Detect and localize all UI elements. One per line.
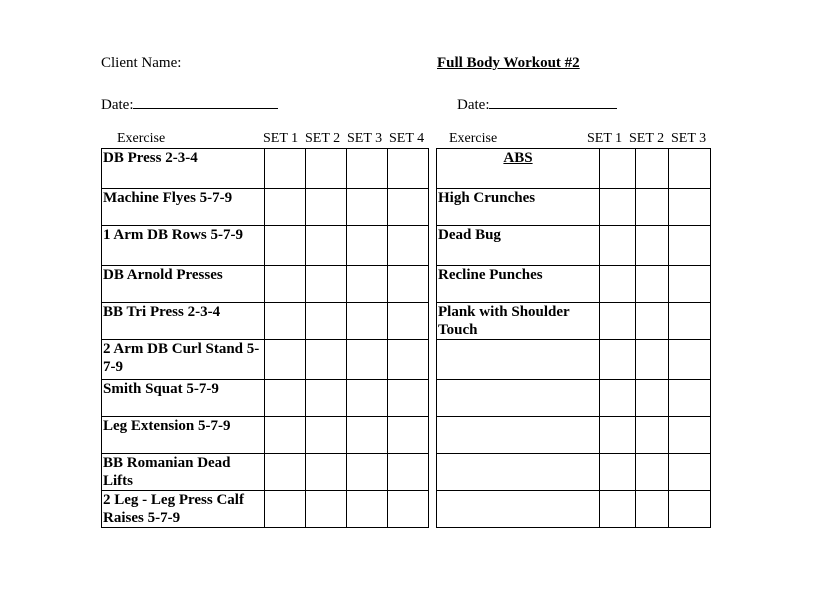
set-cell[interactable] [600, 149, 636, 189]
date-line-left [133, 94, 278, 109]
set-cell[interactable] [388, 226, 429, 266]
set-cell[interactable] [306, 491, 347, 528]
set-cell[interactable] [265, 149, 306, 189]
set-cell[interactable] [265, 491, 306, 528]
table-row [437, 380, 711, 417]
date-label-right: Date: [457, 97, 490, 113]
exercise-name: BB Tri Press 2-3-4 [102, 303, 265, 340]
set-cell[interactable] [600, 417, 636, 454]
table-row [437, 454, 711, 491]
set-cell[interactable] [347, 380, 388, 417]
set-cell[interactable] [306, 417, 347, 454]
section-row [437, 149, 711, 189]
set-cell[interactable] [347, 149, 388, 189]
set-cell[interactable] [306, 303, 347, 340]
set-cell[interactable] [265, 454, 306, 491]
right-set-header: SET 3 [671, 131, 707, 146]
exercise-name: Dead Bug [437, 226, 600, 266]
table-row [102, 454, 429, 491]
set-cell[interactable] [265, 303, 306, 340]
set-cell[interactable] [636, 303, 669, 340]
set-cell[interactable] [669, 380, 711, 417]
left-set-header: SET 2 [305, 131, 341, 146]
set-cell[interactable] [388, 417, 429, 454]
table-row [102, 380, 429, 417]
exercise-name [437, 491, 600, 528]
set-cell[interactable] [669, 454, 711, 491]
table-row [102, 491, 429, 528]
set-cell[interactable] [347, 454, 388, 491]
set-cell[interactable] [265, 380, 306, 417]
set-cell[interactable] [347, 266, 388, 303]
set-cell[interactable] [636, 454, 669, 491]
table-row [102, 303, 429, 340]
date-line-right [489, 94, 617, 109]
client-name-label: Client Name: [101, 55, 182, 71]
set-cell[interactable] [600, 491, 636, 528]
exercise-name: High Crunches [437, 189, 600, 226]
right-workout-table [436, 148, 711, 528]
right-set-header: SET 1 [587, 131, 623, 146]
set-cell[interactable] [600, 303, 636, 340]
set-cell[interactable] [669, 149, 711, 189]
set-cell[interactable] [388, 491, 429, 528]
set-cell[interactable] [306, 189, 347, 226]
table-row [437, 417, 711, 454]
table-row [102, 189, 429, 226]
set-cell[interactable] [636, 189, 669, 226]
table-row [437, 491, 711, 528]
table-row [437, 226, 711, 266]
date-field-left[interactable] [101, 94, 278, 114]
set-cell[interactable] [600, 226, 636, 266]
set-cell[interactable] [347, 303, 388, 340]
exercise-name [437, 417, 600, 454]
set-cell[interactable] [600, 454, 636, 491]
set-cell[interactable] [388, 303, 429, 340]
set-cell[interactable] [669, 303, 711, 340]
date-label-left: Date: [101, 97, 134, 113]
set-cell[interactable] [388, 189, 429, 226]
set-cell[interactable] [347, 189, 388, 226]
set-cell[interactable] [600, 340, 636, 380]
left-set-header: SET 3 [347, 131, 383, 146]
set-cell[interactable] [669, 226, 711, 266]
table-row [102, 266, 429, 303]
table-row [437, 266, 711, 303]
set-cell[interactable] [600, 266, 636, 303]
exercise-name: 2 Arm DB Curl Stand 5-7-9 [102, 340, 265, 380]
table-row [437, 340, 711, 380]
date-field-right[interactable] [457, 94, 617, 114]
exercise-name: Smith Squat 5-7-9 [102, 380, 265, 417]
set-cell[interactable] [669, 340, 711, 380]
exercise-name: Machine Flyes 5-7-9 [102, 189, 265, 226]
exercise-name [437, 380, 600, 417]
set-cell[interactable] [636, 380, 669, 417]
table-row [437, 303, 711, 340]
right-set-header: SET 2 [629, 131, 665, 146]
left-set-header: SET 1 [263, 131, 299, 146]
set-cell[interactable] [265, 189, 306, 226]
set-cell[interactable] [306, 266, 347, 303]
set-cell[interactable] [636, 266, 669, 303]
set-cell[interactable] [669, 417, 711, 454]
set-cell[interactable] [347, 226, 388, 266]
set-cell[interactable] [600, 189, 636, 226]
set-cell[interactable] [265, 340, 306, 380]
set-cell[interactable] [636, 226, 669, 266]
table-row [437, 189, 711, 226]
set-cell[interactable] [306, 226, 347, 266]
exercise-name: Leg Extension 5-7-9 [102, 417, 265, 454]
table-row [102, 417, 429, 454]
set-cell[interactable] [265, 417, 306, 454]
exercise-name: 1 Arm DB Rows 5-7-9 [102, 226, 265, 266]
section-title-abs: ABS [437, 149, 600, 189]
exercise-name [437, 340, 600, 380]
right-exercise-header: Exercise [449, 131, 498, 146]
set-cell[interactable] [347, 491, 388, 528]
table-row [102, 226, 429, 266]
set-cell[interactable] [306, 340, 347, 380]
set-cell[interactable] [636, 491, 669, 528]
set-cell[interactable] [347, 340, 388, 380]
left-workout-table [101, 148, 429, 528]
set-cell[interactable] [669, 189, 711, 226]
exercise-name: BB Romanian Dead Lifts [102, 454, 265, 491]
set-cell[interactable] [306, 454, 347, 491]
set-cell[interactable] [265, 226, 306, 266]
set-cell[interactable] [669, 491, 711, 528]
set-cell[interactable] [388, 380, 429, 417]
set-cell[interactable] [388, 266, 429, 303]
worksheet-title: Full Body Workout #2 [437, 55, 580, 71]
set-cell[interactable] [388, 454, 429, 491]
exercise-name: DB Press 2-3-4 [102, 149, 265, 189]
set-cell[interactable] [388, 340, 429, 380]
set-cell[interactable] [636, 340, 669, 380]
set-cell[interactable] [388, 149, 429, 189]
set-cell[interactable] [636, 417, 669, 454]
exercise-name: DB Arnold Presses [102, 266, 265, 303]
table-row [102, 149, 429, 189]
exercise-name: Plank with Shoulder Touch [437, 303, 600, 340]
set-cell[interactable] [669, 266, 711, 303]
set-cell[interactable] [347, 417, 388, 454]
table-row [102, 340, 429, 380]
exercise-name [437, 454, 600, 491]
exercise-name: Recline Punches [437, 266, 600, 303]
left-set-header: SET 4 [389, 131, 425, 146]
exercise-name: 2 Leg - Leg Press Calf Raises 5-7-9 [102, 491, 265, 528]
set-cell[interactable] [265, 266, 306, 303]
left-exercise-header: Exercise [117, 131, 166, 146]
set-cell[interactable] [600, 380, 636, 417]
set-cell[interactable] [636, 149, 669, 189]
set-cell[interactable] [306, 149, 347, 189]
set-cell[interactable] [306, 380, 347, 417]
